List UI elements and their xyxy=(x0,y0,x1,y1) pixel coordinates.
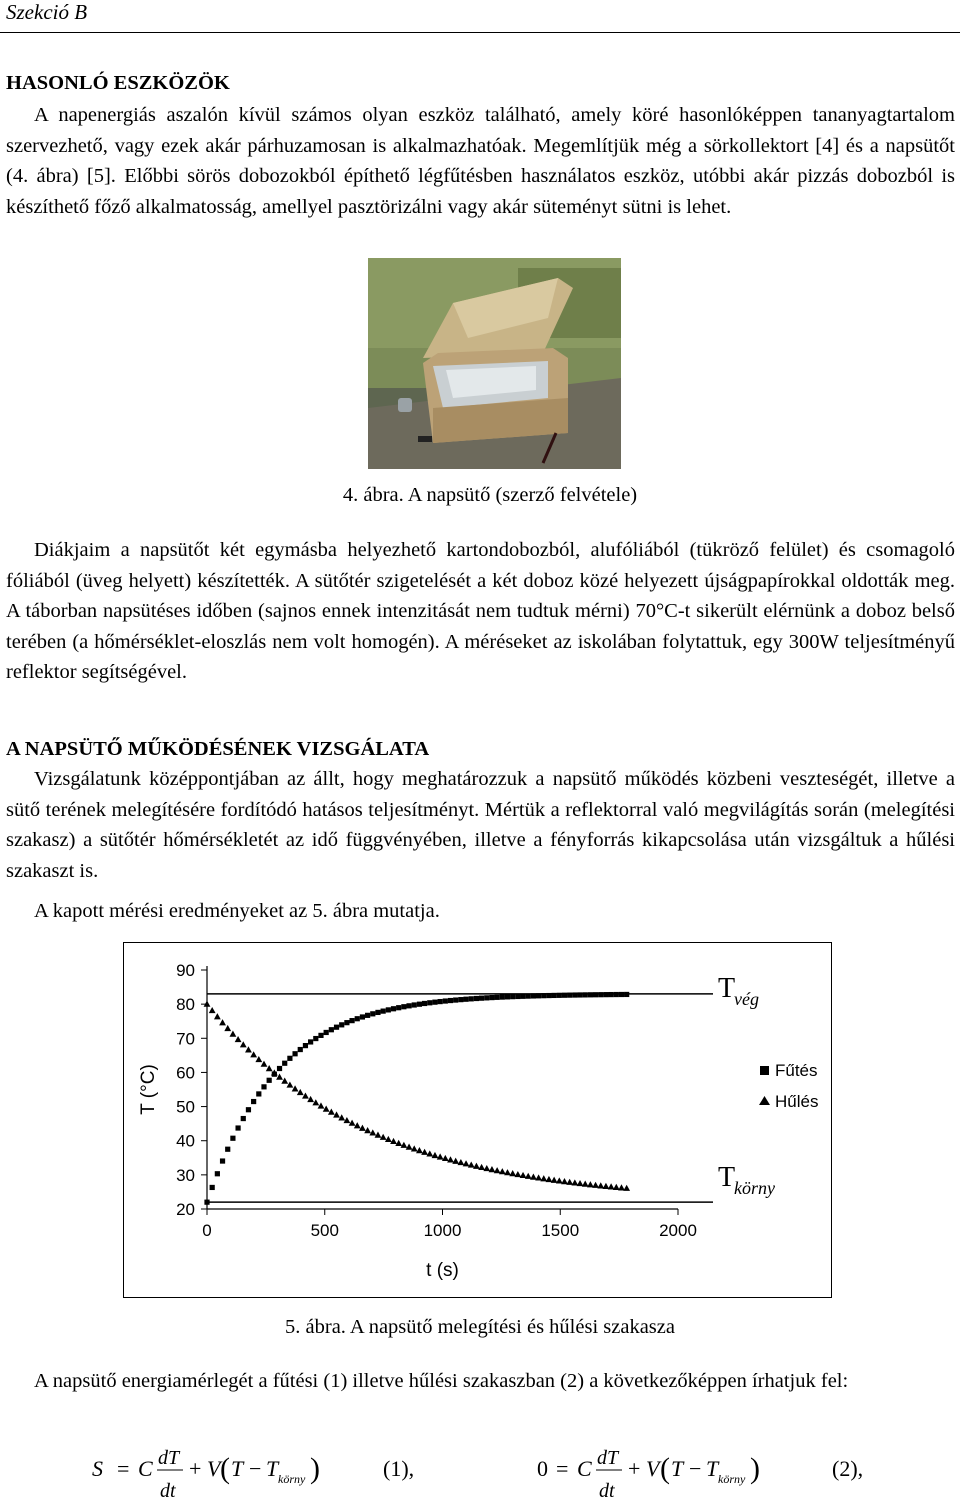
equation-1 xyxy=(92,1447,320,1502)
heating-point xyxy=(267,1078,272,1083)
eq2-lhs: 0 xyxy=(537,1456,548,1481)
heating-point xyxy=(572,992,577,997)
heating-point xyxy=(577,992,582,997)
heating-point xyxy=(282,1061,287,1066)
svg-text:): ) xyxy=(750,1452,760,1485)
heating-point xyxy=(593,992,598,997)
paragraph-investigation: Vizsgálatunk középpontjában az állt, hogy meghatározzuk a napsütő működés közbeni veszteségét, illetve a sütő terének melegítésére fordítódó hatásos teljesítményt. Mértük a reflektorral való megvilágítás során (melegítési szakasz) a sütőtér hőmérsékletét az idő függvényében, illetve a fényforrás kikapcsolása után vizsgáltuk a hűlési szakaszt is. xyxy=(6,768,955,882)
eq1-dT: dT xyxy=(158,1447,180,1469)
y-tick-label: 40 xyxy=(176,1131,195,1151)
heating-point xyxy=(329,1027,334,1032)
heating-point xyxy=(375,1010,380,1015)
equation-2 xyxy=(537,1447,760,1502)
svg-text:): ) xyxy=(310,1452,320,1485)
svg-text:−: − xyxy=(249,1456,262,1481)
heating-point xyxy=(624,992,629,997)
heating-point xyxy=(515,994,520,999)
heating-point xyxy=(588,992,593,997)
eq2-c: C xyxy=(577,1456,592,1481)
x-axis-label: t (s) xyxy=(426,1260,459,1281)
heating-point xyxy=(303,1043,308,1048)
tkorny-annotation-sub: körny xyxy=(734,1178,775,1198)
heating-point xyxy=(432,1000,437,1005)
x-tick-label: 2000 xyxy=(659,1221,697,1240)
heating-point xyxy=(349,1018,354,1023)
header-rule xyxy=(0,32,960,33)
eq1-sub: körny xyxy=(278,1472,306,1486)
heating-point xyxy=(396,1005,401,1010)
heating-point xyxy=(495,995,500,1000)
heating-point xyxy=(489,995,494,1000)
legend-heating-marker xyxy=(760,1066,769,1075)
heating-point xyxy=(406,1003,411,1008)
heating-point xyxy=(220,1158,225,1163)
energy-balance-equations xyxy=(0,1440,960,1505)
eq1-c: C xyxy=(138,1456,153,1481)
heating-point xyxy=(318,1033,323,1038)
heating-point xyxy=(298,1047,303,1052)
tkorny-annotation-base: T xyxy=(718,1162,736,1193)
heating-point xyxy=(552,993,557,998)
solar-oven-photo xyxy=(368,258,621,469)
eq2-t: T xyxy=(671,1456,684,1481)
heating-point xyxy=(619,992,624,997)
eq1-tk: T xyxy=(266,1456,279,1481)
heating-point xyxy=(292,1051,297,1056)
heating-point xyxy=(463,997,468,1002)
svg-text:(: ( xyxy=(220,1452,230,1485)
heating-point xyxy=(443,998,448,1003)
heating-point xyxy=(474,996,479,1001)
eq1-label: (1), xyxy=(383,1456,415,1481)
x-tick-label: 1500 xyxy=(541,1221,580,1240)
y-tick-label: 50 xyxy=(176,1097,195,1117)
svg-text:+: + xyxy=(189,1456,202,1481)
heating-point xyxy=(225,1147,230,1152)
x-tick-label: 1000 xyxy=(423,1221,462,1240)
eq2-dT: dT xyxy=(597,1447,619,1469)
heating-point xyxy=(251,1099,256,1104)
heating-point xyxy=(510,994,515,999)
figure4-caption: 4. ábra. A napsütő (szerző felvétele) xyxy=(342,484,638,506)
section-heading-investigation: A NAPSÜTŐ MŰKÖDÉSÉNEK VIZSGÁLATA xyxy=(6,738,430,760)
eq1-lhs: S xyxy=(92,1456,103,1481)
paragraph-similar-tools: A napenergiás aszalón kívül számos olyan eszköz található, amely köré hasonlóképpen tananyagtartalom szervezhető, vagy ezek akár párhuzamosan is alkalmazhatóak. Megemlítjük még a sörkollektort [4] és a napsütőt (4. ábra) [5]. Előbbi sörös dobozokból építhető légfűtésben használatos eszköz, utóbbi akár pizzás dobozból is készíthető főző alkalmatosság, amellyel pasztörizálni vagy akár süteményt sütni is lehet. xyxy=(6,104,955,218)
y-tick-label: 60 xyxy=(176,1063,195,1083)
heating-point xyxy=(438,999,443,1004)
heating-point xyxy=(261,1084,266,1089)
paragraph-results-intro: A kapott mérési eredményeket az 5. ábra mutatja. xyxy=(34,900,440,922)
tveg-annotation-base: T xyxy=(718,973,736,1004)
y-axis-label: T (°C) xyxy=(138,1064,159,1115)
legend-heating-label: Fűtés xyxy=(775,1061,818,1080)
heating-point xyxy=(308,1039,313,1044)
x-tick-label: 0 xyxy=(202,1221,212,1240)
heating-point xyxy=(230,1136,235,1141)
heating-point xyxy=(562,993,567,998)
heating-point xyxy=(370,1011,375,1016)
heating-point xyxy=(215,1171,220,1176)
heating-point xyxy=(598,992,603,997)
heating-point xyxy=(401,1004,406,1009)
y-tick-label: 90 xyxy=(176,961,195,980)
heating-point xyxy=(417,1002,422,1007)
heating-point xyxy=(365,1013,370,1018)
heating-point xyxy=(536,993,541,998)
svg-text:(: ( xyxy=(660,1452,670,1485)
heating-point xyxy=(469,996,474,1001)
heating-point xyxy=(324,1030,329,1035)
heating-point xyxy=(458,997,463,1002)
heating-point xyxy=(603,992,608,997)
heating-point xyxy=(500,994,505,999)
heating-point xyxy=(235,1125,240,1130)
paragraph-students-built: Diákjaim a napsütőt két egymásba helyezhető kartondobozból, alufóliából (tükröző felület) és csomagoló fóliából (üveg helyett) készítették. A sütőtér szigetelését a két doboz közé helyezett újságpapírokkal oldották meg. A táborban napsütéses időben (sajnos ennek intenzitását nem tudtuk mérni) 70°C-t sikerült elérnünk a doboz belső terében (a hőmérséklet-eloszlás nem volt homogén). A méréseket az iskolában folytattuk, egy 300W teljesítményű reflektor segítségével. xyxy=(6,539,955,683)
heating-point xyxy=(484,995,489,1000)
heating-point xyxy=(391,1006,396,1011)
heating-point xyxy=(204,1200,209,1205)
heating-point xyxy=(614,992,619,997)
heating-point xyxy=(520,994,525,999)
eq1-v: V xyxy=(207,1456,221,1481)
heating-cooling-chart xyxy=(123,942,832,1298)
svg-text:−: − xyxy=(689,1456,702,1481)
heating-point xyxy=(448,998,453,1003)
heating-point xyxy=(412,1002,417,1007)
section-heading-similar-tools: HASONLÓ ESZKÖZÖK xyxy=(6,72,230,94)
heating-point xyxy=(567,993,572,998)
heating-point xyxy=(210,1185,215,1190)
svg-text:=: = xyxy=(556,1456,569,1481)
eq2-tk: T xyxy=(706,1456,719,1481)
eq2-dt: dt xyxy=(599,1480,615,1502)
heating-point xyxy=(339,1022,344,1027)
heating-point xyxy=(246,1107,251,1112)
legend-cooling-label: Hűlés xyxy=(775,1092,819,1111)
heating-point xyxy=(277,1066,282,1071)
tveg-annotation-sub: vég xyxy=(734,989,759,1009)
heating-point xyxy=(381,1009,386,1014)
y-tick-label: 20 xyxy=(176,1200,195,1219)
heating-point xyxy=(546,993,551,998)
heating-point xyxy=(526,994,531,999)
heating-point xyxy=(541,993,546,998)
heating-point xyxy=(583,992,588,997)
heating-point xyxy=(422,1001,427,1006)
svg-text:+: + xyxy=(628,1456,641,1481)
eq2-label: (2), xyxy=(832,1456,864,1481)
heating-point xyxy=(453,997,458,1002)
heating-point xyxy=(609,992,614,997)
heating-point xyxy=(355,1016,360,1021)
svg-text:=: = xyxy=(117,1456,130,1481)
y-tick-label: 70 xyxy=(176,1029,195,1049)
y-tick-label: 80 xyxy=(176,995,195,1015)
eq2-sub: körny xyxy=(718,1472,746,1486)
heating-point xyxy=(344,1020,349,1025)
heating-point xyxy=(334,1025,339,1030)
figure5-caption: 5. ábra. A napsütő melegítési és hűlési szakasza xyxy=(285,1316,675,1338)
eq2-v: V xyxy=(646,1456,660,1481)
heating-point xyxy=(479,996,484,1001)
heating-point xyxy=(241,1116,246,1121)
heating-point xyxy=(313,1036,318,1041)
eq1-dt: dt xyxy=(160,1480,176,1502)
heating-point xyxy=(505,994,510,999)
y-tick-label: 30 xyxy=(176,1165,195,1185)
heating-point xyxy=(256,1091,261,1096)
running-header: Szekció B xyxy=(6,0,88,24)
heating-point xyxy=(531,993,536,998)
paragraph-energy-balance: A napsütő energiamérlegét a fűtési (1) illetve hűlési szakaszban (2) a következőképpen írhatjuk fel: xyxy=(34,1370,849,1392)
heating-point xyxy=(287,1056,292,1061)
heating-point xyxy=(557,993,562,998)
x-tick-label: 500 xyxy=(310,1221,339,1240)
heating-point xyxy=(360,1014,365,1019)
heating-point xyxy=(427,1000,432,1005)
heating-point xyxy=(386,1007,391,1012)
eq1-t: T xyxy=(231,1456,244,1481)
